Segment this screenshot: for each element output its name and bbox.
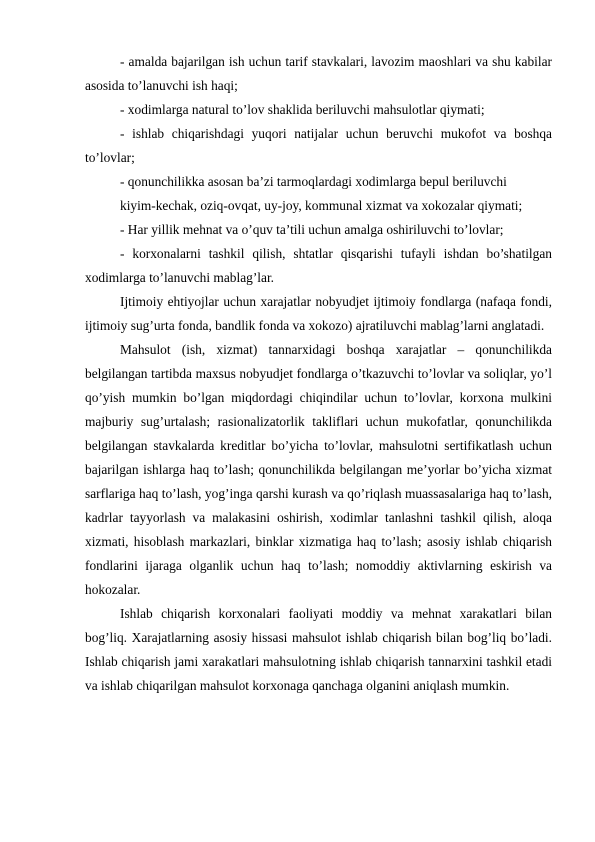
paragraph-production-activity: Ishlab chiqarish korxonalari faoliyati moddiy va mehnat xarakatlari bilan bog’liq. Xarajatlarning asosiy hissasi mahsulot ishlab chiqarish bilan bog’liq bo’ladi. Ishlab chiqarish jami xarakatlari mahsulotning ishlab chiqarish tannarxini tashkil etadi va ishlab chiqarilgan mahsulot korxonaga qanchaga olganini aniqlash mumkin. <box>85 606 552 693</box>
paragraph-severance: - korxonalarni tashkil qilish, shtatlar qisqarishi tufayli ishdan bo’shatilgan xodimlarga to’lanuvchi mablag’lar. <box>85 246 552 285</box>
document-page <box>85 50 552 698</box>
paragraph-bonuses: - ishlab chiqarishdagi yuqori natijalar uchun beruvchi mukofot va boshqa to’lovlar; <box>85 126 552 165</box>
paragraph-social-needs: Ijtimoiy ehtiyojlar uchun xarajatlar nobyudjet ijtimoiy fondlarga (nafaqa fondi, ijtimoiy sug’urta fonda, bandlik fonda va xokozo) ajratiluvchi mablag’larni anglatadi. <box>85 294 552 333</box>
paragraph-annual-leave: - Har yillik mehnat va o’quv ta’tili uchun amalga oshiriluvchi to’lovlar; <box>120 222 504 237</box>
paragraph-free-provisions: - qonunchilikka asosan ba’zi tarmoqlardagi xodimlarga bepul beriluvchi <box>120 174 507 189</box>
paragraph-free-provisions-continued: kiyim-kechak, oziq-ovqat, uy-joy, kommunal xizmat va xokozalar qiymati; <box>120 198 523 213</box>
paragraph-other-expenses: Mahsulot (ish, xizmat) tannarxidagi boshqa xarajatlar – qonunchilikda belgilangan tartibda maxsus nobyudjet fondlarga o’tkazuvchi to’lovlar va soliqlar, yo’l qo’yish mumkin bo’lgan miqdordagi chiqindilar uchun to’lovlar, korxona mulkini majburiy sug’urtalash; rasionalizatorlik takliflari uchun mukofatlar, qonunchilikda belgilangan stavkalarda kreditlar bo’yicha to’lovlar, mahsulotni sertifikatlash uchun bajarilgan ishlarga haq to’lash; qonunchilikda belgilangan me’yorlar bo’yicha xizmat sarflariga haq to’lash, yog’inga qarshi kurash va qo’riqlash muassasalariga haq to’lash, kadrlar tayyorlash va malakasini oshirish, xodimlar tanlashni tashkil qilish, aloqa xizmati, hisoblash markazlari, binklar xizmatiga haq to’lash; asosiy ishlab chiqarish fondlarini ijaraga olganlik uchun haq to’lash; nomoddiy aktivlarning eskirish va hokozalar. <box>85 342 552 597</box>
paragraph-natural-payments: - xodimlarga natural to’lov shaklida beriluvchi mahsulotlar qiymati; <box>120 102 485 117</box>
paragraph-tariff-wages: - amalda bajarilgan ish uchun tarif stavkalari, lavozim maoshlari va shu kabilar asosida to’lanuvchi ish haqi; <box>85 54 552 93</box>
